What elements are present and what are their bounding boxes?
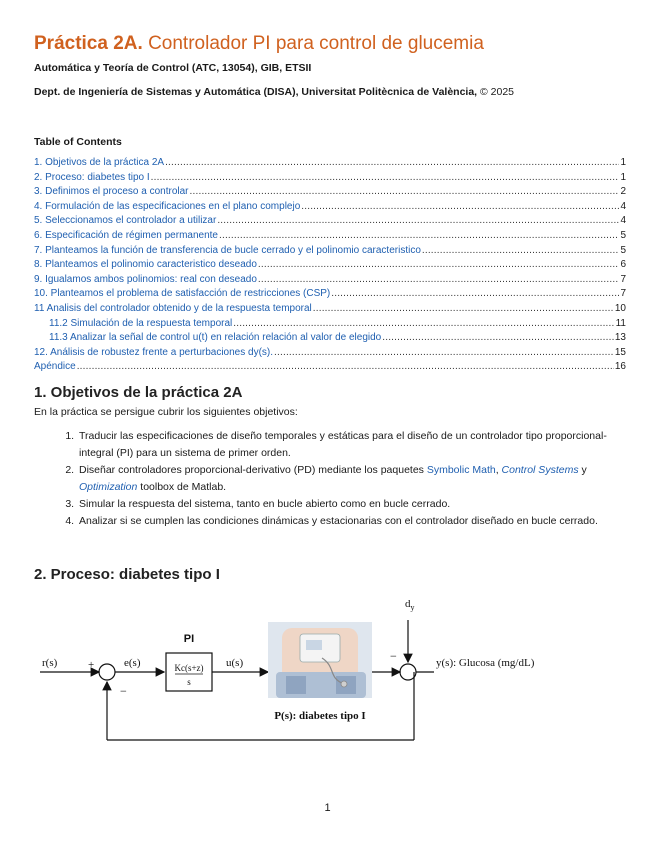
toc-entry[interactable]: [34, 274, 626, 289]
toc-leader-dots: [258, 259, 620, 270]
disturbance-symbol: d: [405, 598, 411, 610]
department-line: [34, 86, 514, 98]
toc-entry[interactable]: [34, 245, 626, 260]
toc-leader-dots: [219, 230, 619, 241]
toc-entry[interactable]: [34, 288, 626, 303]
objective-item: 3. Simular la respuesta del sistema, tanto en bucle abierto como en bucle cerrado.: [77, 496, 637, 513]
toc-entry-page: 11: [615, 317, 626, 329]
toc-entry[interactable]: [34, 303, 626, 318]
toc-entry-label[interactable]: 11 Analisis del controlador obtenido y de la respuesta temporal: [34, 302, 312, 314]
toc-entry-page: 13: [614, 332, 626, 344]
document-title: [34, 33, 484, 55]
toc-leader-dots: [301, 201, 619, 212]
toc-leader-dots: [190, 186, 620, 197]
toc-leader-dots: [165, 157, 619, 168]
toc-entry-label[interactable]: 11.3 Analizar la señal de control u(t) en relación relación al valor de elegido: [49, 332, 382, 344]
toc-leader-dots: [258, 274, 620, 285]
toc-entry[interactable]: [34, 318, 626, 333]
toc-entry-page: 1: [620, 171, 626, 183]
toc-entry-page: 16: [614, 361, 626, 373]
toc-entry[interactable]: [34, 186, 626, 201]
toc-title: Table of Contents: [34, 136, 122, 148]
toc-leader-dots: [313, 303, 614, 314]
objective-item: 4. Analizar si se cumplen las condiciones dinámicas y estacionarias con el controlador diseñado en bucle cerrado.: [77, 513, 637, 530]
toc-entry-label[interactable]: Apéndice: [34, 361, 76, 373]
toc-entry[interactable]: [34, 361, 626, 376]
toc-leader-dots: [274, 347, 614, 358]
feedback-minus: −: [120, 684, 127, 698]
control-signal-label: u(s): [226, 657, 244, 669]
toc-entry-label[interactable]: 10. Planteamos el problema de satisfacción de restricciones (CSP): [34, 288, 331, 300]
disturbance-label: [405, 598, 415, 612]
copyright: © 2025: [477, 86, 515, 98]
objective-text: y: [578, 464, 587, 476]
toc-leader-dots: [77, 361, 614, 372]
objective-item: 1. Traducir las especificaciones de diseño temporales y estáticas para el diseño de un controlador tipo proporcional-integral (PI) para un sistema de primer orden.: [77, 428, 637, 462]
toc-entry-label[interactable]: 8. Planteamos el polinomio caracteristico deseado: [34, 259, 257, 271]
toc-leader-dots: [331, 288, 619, 299]
toc-entry-page: 6: [620, 259, 626, 271]
controller-denominator: s: [187, 677, 191, 687]
link-symbolic-math[interactable]: Symbolic Math: [426, 464, 496, 476]
toc-entry-page: 4: [620, 215, 626, 227]
toc-leader-dots: [233, 318, 614, 329]
toc-entry-page: 5: [620, 244, 626, 256]
toc-leader-dots: [422, 245, 620, 256]
section2-heading: 2. Proceso: diabetes tipo I: [34, 566, 220, 583]
toc-entry-label[interactable]: 1. Objetivos de la práctica 2A: [34, 157, 165, 168]
title-rest: Controlador PI para control de glucemia: [142, 33, 484, 54]
toc-entry-page: 7: [620, 273, 626, 285]
page-number: 1: [324, 802, 331, 814]
toc-entry-label[interactable]: 12. Análisis de robustez frente a perturbaciones dy(s).: [34, 346, 274, 358]
toc-entry-label[interactable]: 4. Formulación de las especificaciones en el plano complejo: [34, 200, 301, 212]
toc-entry-page: 2: [620, 186, 626, 198]
toc-entry-page: 5: [620, 229, 626, 241]
disturbance-subscript: y: [410, 603, 415, 612]
output-label: y(s): Glucosa (mg/dL): [436, 657, 535, 669]
toc-entry-label[interactable]: 2. Proceso: diabetes tipo I: [34, 171, 150, 183]
controller-title: PI: [183, 633, 195, 645]
toc-leader-dots: [382, 332, 614, 343]
toc-entry[interactable]: [34, 230, 626, 245]
course-subtitle: Automática y Teoría de Control (ATC, 13054), GIB, ETSII: [34, 62, 312, 74]
toc-entry-label[interactable]: 9. Igualamos ambos polinomios: real con deseado: [34, 273, 257, 285]
link-optimization[interactable]: Optimization: [79, 481, 138, 493]
toc-entry[interactable]: [34, 259, 626, 274]
toc-entry-page: 15: [614, 346, 626, 358]
toc-entry-page: 1: [620, 157, 626, 168]
plant-label: P(s): diabetes tipo I: [274, 710, 366, 722]
objectives-list: [62, 428, 637, 530]
department-name: Dept. de Ingeniería de Sistemas y Automática (DISA), Universitat Politècnica de València,: [34, 86, 478, 98]
section1-intro: En la práctica se persigue cubrir los siguientes objetivos:: [34, 406, 298, 418]
title-bold: Práctica 2A.: [34, 33, 143, 54]
toc-entry[interactable]: [34, 172, 626, 187]
toc-entry-page: 4: [620, 200, 626, 212]
toc-entry-page: 7: [620, 288, 626, 300]
controller-numerator: Kc(s+z): [174, 663, 204, 673]
toc-entry[interactable]: [34, 215, 626, 230]
block-diagram: [36, 592, 626, 752]
input-label: r(s): [42, 657, 58, 669]
toc-entry-label[interactable]: 11.2 Simulación de la respuesta temporal: [49, 317, 233, 329]
toc-entry[interactable]: [34, 332, 626, 347]
table-of-contents: [34, 157, 626, 376]
link-control-systems[interactable]: Control Systems: [501, 464, 579, 476]
objective-text: Diseñar controladores proporcional-derivativo (PD) mediante los paquetes: [79, 464, 427, 476]
section1-heading: 1. Objetivos de la práctica 2A: [34, 384, 243, 401]
plant-image: [268, 622, 372, 698]
disturbance-minus: −: [390, 649, 397, 663]
summing-junction-1: [99, 664, 115, 680]
objective-text: ,: [495, 464, 502, 476]
toc-entry[interactable]: [34, 201, 626, 216]
toc-entry-label[interactable]: 5. Seleccionamos el controlador a utilizar: [34, 215, 217, 227]
objective-text: toolbox de Matlab.: [137, 481, 227, 493]
toc-leader-dots: [217, 215, 619, 226]
plus-sign: +: [88, 659, 95, 671]
objective-item: [77, 462, 637, 496]
error-label: e(s): [124, 657, 141, 669]
toc-entry[interactable]: [34, 347, 626, 362]
toc-entry-label[interactable]: 6. Especificación de régimen permanente: [34, 229, 218, 241]
toc-entry-label[interactable]: 7. Planteamos la función de transferencia de bucle cerrado y el polinomio caracteristico: [34, 244, 421, 256]
toc-entry-label[interactable]: 3. Definimos el proceso a controlar: [34, 186, 189, 198]
toc-entry[interactable]: [34, 157, 626, 172]
toc-leader-dots: [151, 172, 620, 183]
toc-entry-page: 10: [614, 302, 626, 314]
